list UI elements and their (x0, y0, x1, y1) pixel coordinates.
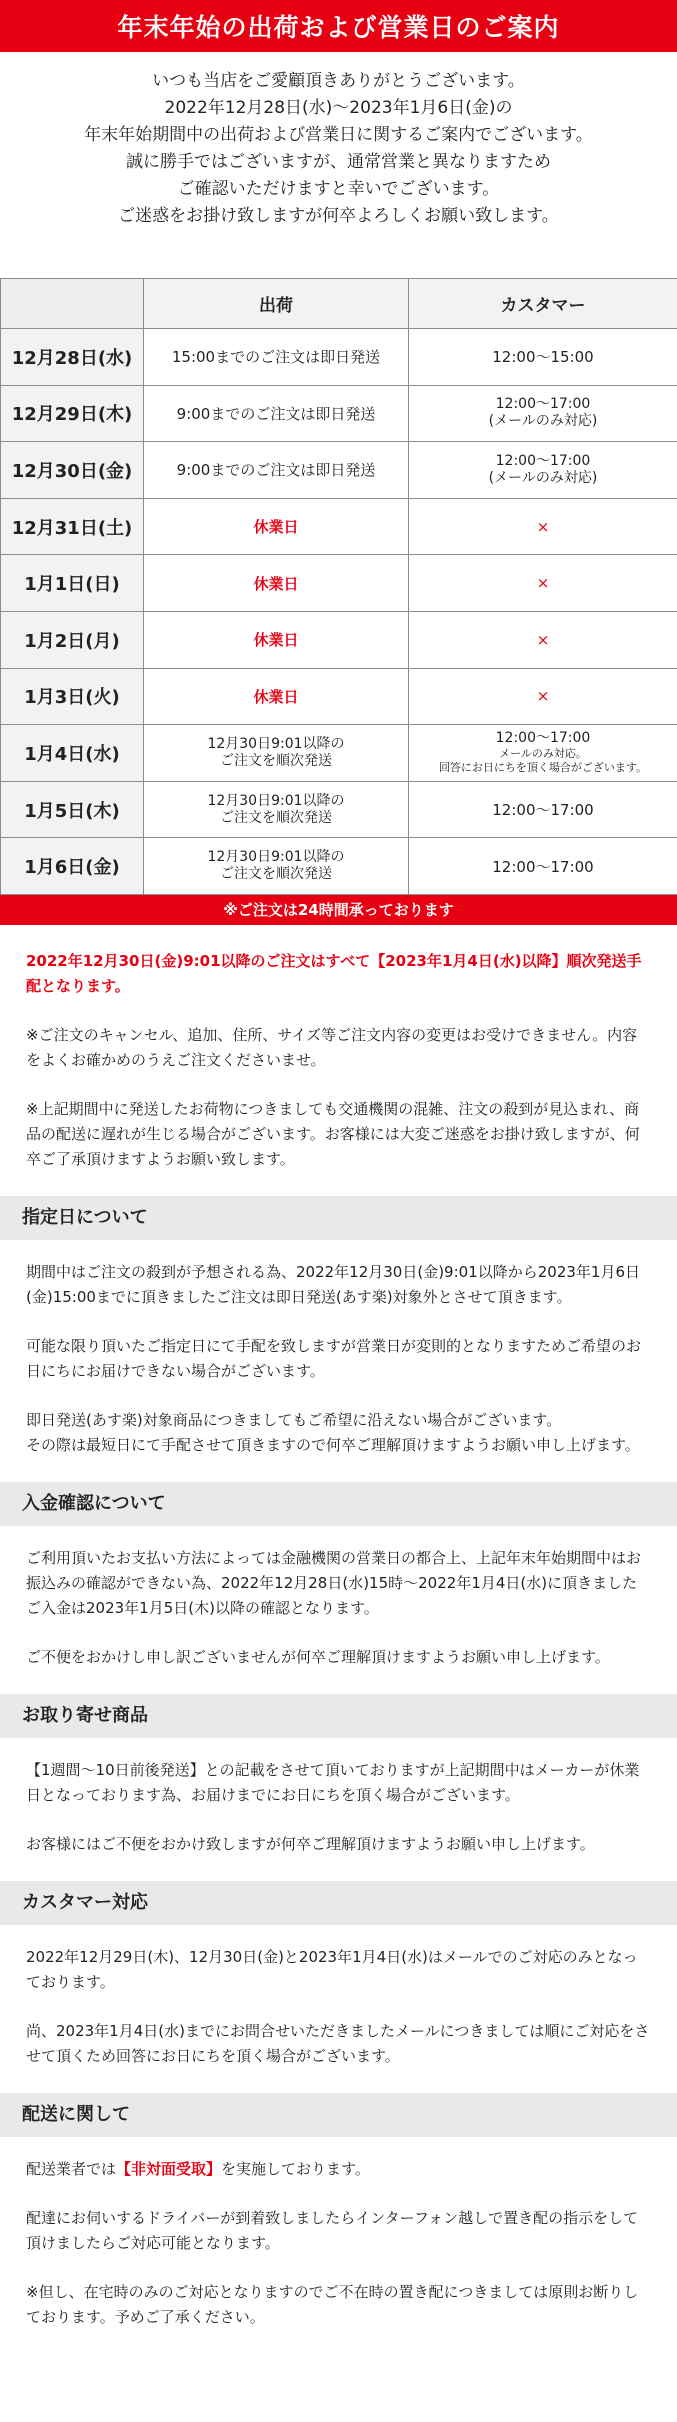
intro-line: ご確認いただけますと幸いでございます。 (177, 179, 500, 199)
intro-line: 誠に勝手ではございますが、通常営業と異なりますため (126, 152, 551, 172)
delivery-p1-highlight: 【非対面受取】 (116, 2159, 222, 2178)
section-delivery (0, 2157, 677, 2330)
table-row (1, 385, 677, 442)
row-date: 12月29日(木) (1, 385, 144, 442)
section-heading-customer: カスタマー対応 (0, 1881, 677, 1925)
shipping-line: 12月30日9:01以降の (207, 849, 345, 866)
row-customer (409, 385, 677, 442)
payment-p2: ご不便をおかけし申し訳ございませんが何卒ご理解頂けますようお願い申し上げます。 (26, 1647, 610, 1666)
delivery-p3: ※但し、在宅時のみのご対応となりますのでご不在時の置き配につきましては原則お断りしております。予めご了承ください。 (26, 2282, 639, 2326)
table-row (1, 725, 677, 782)
notes-delay: ※上記期間中に発送したお荷物につきましても交通機関の混雑、注文の殺到が見込まれ、商品の配送に遅れが生じる場合がございます。お客様には大変ご迷惑をお掛け致しますが、何卒ご了承頂けますようお願い致します。 (26, 1099, 640, 1168)
section-heading-designated: 指定日について (0, 1196, 677, 1240)
row-customer-closed: × (409, 611, 677, 668)
section-customer (0, 1945, 677, 2069)
row-customer: 12:00〜17:00 (409, 838, 677, 895)
designated-p3a: 即日発送(あす楽)対象商品につきましてもご希望に沿えない場合がございます。 (26, 1410, 562, 1429)
payment-p1: ご利用頂いたお支払い方法によっては金融機関の営業日の都合上、上記年末年始期間中はお振込みの確認ができない為、2022年12月28日(水)15時〜2022年1月4日(水)に頂きましたご入金は2023年1月5日(木)以降の確認となります。 (26, 1548, 642, 1617)
notes-block (0, 925, 677, 1172)
delivery-p2: 配達にお伺いするドライバーが到着致しましたらインターフォン越しで置き配の指示をして頂けましたらご対応可能となります。 (26, 2208, 639, 2252)
row-customer: 12:00〜17:00 (409, 781, 677, 838)
designated-p2: 可能な限り頂いたご指定日にて手配を致しますが営業日が変則的となりますためご希望のお日にちにお届けできない場合がございます。 (26, 1336, 642, 1380)
section-payment (0, 1546, 677, 1670)
delivery-p1-post: を実施しております。 (221, 2159, 370, 2178)
table-row (1, 781, 677, 838)
row-date: 1月1日(日) (1, 555, 144, 612)
customer-hours: 12:00〜17:00 (495, 452, 591, 469)
table-header-customer: カスタマー (409, 279, 677, 329)
row-customer (409, 725, 677, 782)
customer-note: (メールのみ対応) (488, 469, 598, 486)
row-customer-closed: × (409, 498, 677, 555)
row-customer: 12:00〜15:00 (409, 329, 677, 386)
order-notice-bar: ※ご注文は24時間承っております (0, 895, 677, 925)
customer-p2: 尚、2023年1月4日(水)までにお問合せいただきましたメールにつきましては順にご対応をさせて頂くため回答にお日にちを頂く場合がございます。 (26, 2021, 650, 2065)
table-row (1, 668, 677, 725)
row-shipping (144, 838, 409, 895)
shipping-line: ご注文を順次発送 (220, 866, 332, 883)
table-row (1, 498, 677, 555)
page-title: 年末年始の出荷および営業日のご案内 (0, 0, 677, 52)
section-order (0, 1758, 677, 1857)
shipping-line: ご注文を順次発送 (220, 752, 332, 769)
row-shipping: 9:00までのご注文は即日発送 (144, 385, 409, 442)
table-row (1, 555, 677, 612)
customer-hours: 12:00〜17:00 (495, 396, 591, 413)
shipping-line: 12月30日9:01以降の (207, 735, 345, 752)
schedule-table (0, 278, 677, 895)
delivery-p1 (26, 2157, 651, 2182)
table-header-row (1, 279, 677, 329)
table-header-blank (1, 279, 144, 329)
shipping-line: 12月30日9:01以降の (207, 792, 345, 809)
shipping-line: ご注文を順次発送 (220, 809, 332, 826)
designated-p3 (26, 1408, 651, 1458)
designated-p1: 期間中はご注文の殺到が予想される為、2022年12月30日(金)9:01以降から2023年1月6日(金)15:00までに頂きましたご注文は即日発送(あす楽)対象外とさせて頂きます。 (26, 1262, 640, 1306)
table-row (1, 329, 677, 386)
order-p1: 【1週間〜10日前後発送】との記載をさせて頂いておりますが上記期間中はメーカーが休業日となっております為、お届けまでにお日にちを頂く場合がございます。 (26, 1760, 640, 1804)
row-customer (409, 442, 677, 499)
intro-line: ご迷惑をお掛け致しますが何卒よろしくお願い致します。 (118, 206, 559, 226)
row-shipping: 15:00までのご注文は即日発送 (144, 329, 409, 386)
notes-red: 2022年12月30日(金)9:01以降のご注文はすべて【2023年1月4日(水)以降】順次発送手配となります。 (26, 951, 642, 995)
row-shipping: 9:00までのご注文は即日発送 (144, 442, 409, 499)
row-date: 12月31日(土) (1, 498, 144, 555)
row-date: 12月28日(水) (1, 329, 144, 386)
section-heading-order: お取り寄せ商品 (0, 1694, 677, 1738)
customer-note: (メールのみ対応) (488, 413, 598, 430)
row-shipping-holiday: 休業日 (144, 498, 409, 555)
table-header-shipping: 出荷 (144, 279, 409, 329)
row-shipping (144, 781, 409, 838)
row-date: 1月2日(月) (1, 611, 144, 668)
row-date: 1月4日(水) (1, 725, 144, 782)
section-designated (0, 1260, 677, 1458)
intro-line: いつも当店をご愛顧頂きありがとうございます。 (152, 71, 525, 91)
row-date: 1月5日(木) (1, 781, 144, 838)
order-p2: お客様にはご不便をおかけ致しますが何卒ご理解頂けますようお願い申し上げます。 (26, 1834, 595, 1853)
intro-line: 年末年始期間中の出荷および営業日に関するご案内でございます。 (84, 125, 593, 145)
row-date: 1月6日(金) (1, 838, 144, 895)
row-date: 1月3日(火) (1, 668, 144, 725)
row-shipping (144, 725, 409, 782)
table-row (1, 442, 677, 499)
row-customer-closed: × (409, 555, 677, 612)
customer-p1: 2022年12月29日(木)、12月30日(金)と2023年1月4日(水)はメールでのご対応のみとなっております。 (26, 1947, 638, 1991)
customer-note: メールのみ対応。 (499, 747, 587, 761)
table-row (1, 611, 677, 668)
intro-line: 2022年12月28日(水)〜2023年1月6日(金)の (164, 98, 513, 118)
intro-text (0, 52, 677, 278)
section-heading-delivery: 配送に関して (0, 2093, 677, 2137)
notes-cancel: ※ご注文のキャンセル、追加、住所、サイズ等ご注文内容の変更はお受けできません。内容をよくお確かめのうえご注文くださいませ。 (26, 1025, 638, 1069)
designated-p3b: その際は最短日にて手配させて頂きますので何卒ご理解頂けますようお願い申し上げます。 (26, 1435, 640, 1454)
row-shipping-holiday: 休業日 (144, 668, 409, 725)
row-shipping-holiday: 休業日 (144, 555, 409, 612)
row-customer-closed: × (409, 668, 677, 725)
row-shipping-holiday: 休業日 (144, 611, 409, 668)
customer-hours: 12:00〜17:00 (495, 730, 591, 747)
section-heading-payment: 入金確認について (0, 1482, 677, 1526)
row-date: 12月30日(金) (1, 442, 144, 499)
table-row (1, 838, 677, 895)
delivery-p1-pre: 配送業者では (26, 2159, 117, 2178)
customer-note: 回答にお日にちを頂く場合がございます。 (438, 761, 648, 775)
